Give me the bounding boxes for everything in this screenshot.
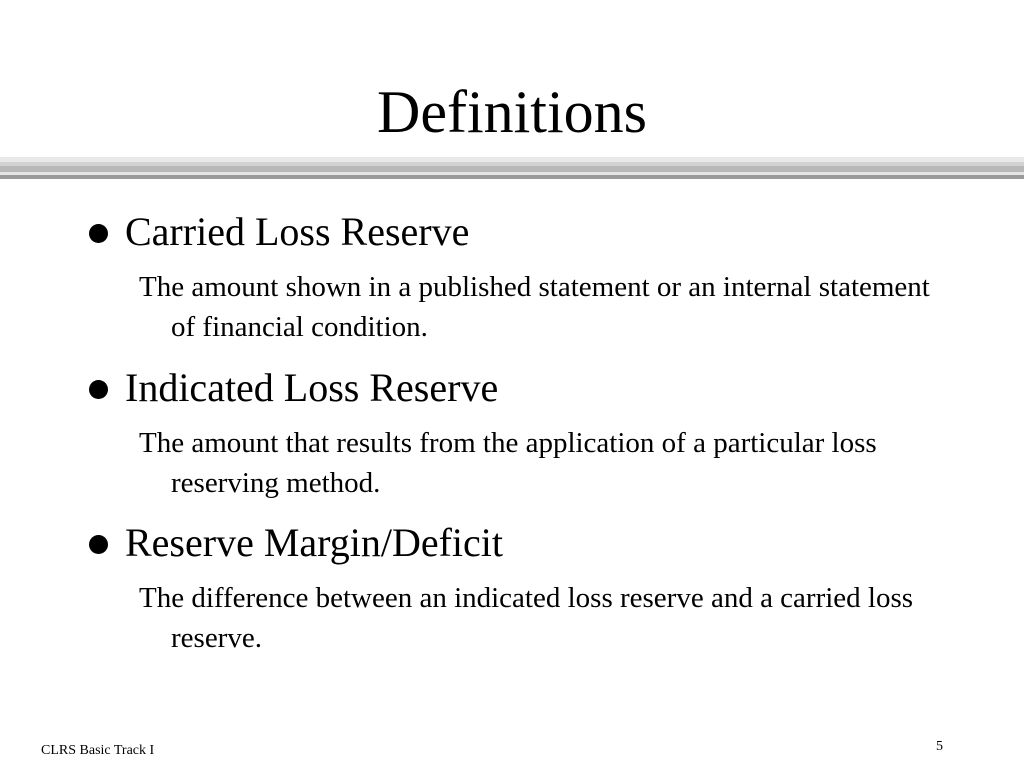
bullet-dot-icon	[89, 224, 108, 243]
bullet-heading: Indicated Loss Reserve	[125, 365, 499, 410]
bullet-dot-icon	[89, 380, 108, 399]
slide-number: 5	[936, 739, 943, 754]
bullet-description: The difference between an indicated loss reserve and a carried loss reserve.	[139, 582, 914, 654]
footer-text: CLRS Basic Track I	[41, 743, 155, 758]
bullet-heading: Reserve Margin/Deficit	[125, 520, 504, 565]
bullet-description: The amount shown in a published statement or an internal statement of financial condition.	[139, 271, 930, 343]
divider-stripe	[0, 175, 1024, 179]
bullet-dot-icon	[89, 535, 108, 554]
bullet-description: The amount that results from the application of a particular loss reserving method.	[139, 427, 877, 499]
title-divider	[0, 157, 1024, 180]
bullet-heading: Carried Loss Reserve	[125, 209, 470, 254]
slide-title: Definitions	[377, 79, 647, 145]
